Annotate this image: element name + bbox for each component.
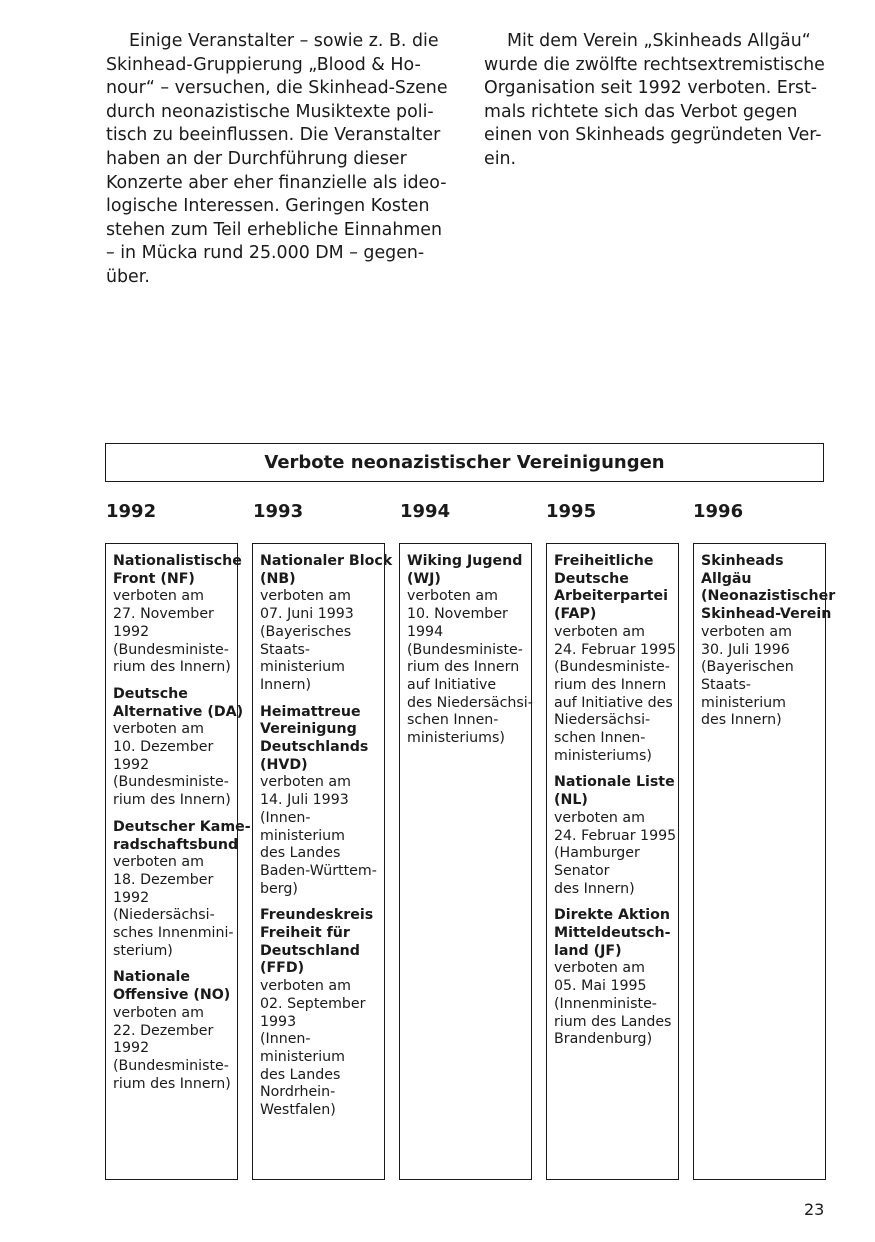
ban-detail-line: berg): [260, 880, 298, 897]
organization-name-line: Vereinigung: [260, 721, 357, 738]
organization-name-line: (WJ): [407, 570, 441, 587]
ban-entry: [260, 907, 384, 1119]
organization-name-line: Mitteldeutsch-: [554, 925, 671, 942]
ban-detail-line: 27. November: [113, 606, 214, 623]
column-box-1995: [546, 543, 679, 1180]
ban-entry: [113, 969, 237, 1093]
ban-detail-line: (Innen-: [260, 1031, 311, 1048]
ban-detail-line: 1994: [407, 623, 444, 640]
organization-name-line: Wiking Jugend: [407, 553, 523, 569]
ban-detail-line: ministerium: [701, 694, 786, 711]
paragraph-line: Organisation seit 1992 verboten. Erst-: [484, 78, 818, 99]
organization-name-line: Nationaler Block: [260, 553, 393, 569]
paragraph-line: nour“ – versuchen, die Skinhead-Szene: [106, 78, 448, 99]
ban-detail-line: 22. Dezember: [113, 1022, 214, 1039]
ban-detail-line: 1993: [260, 1013, 297, 1030]
ban-detail-line: 1992: [113, 1040, 150, 1057]
ban-detail-line: des Innern): [554, 880, 635, 897]
paragraph-line: durch neonazistische Musiktexte poli-: [106, 101, 434, 122]
organization-name-line: Allgäu: [701, 570, 752, 587]
ban-detail-line: Westfalen): [260, 1102, 336, 1119]
ban-detail-line: 10. Dezember: [113, 739, 214, 756]
ban-detail-line: schen Innen-: [554, 730, 646, 747]
organization-name-line: Freundeskreis: [260, 907, 374, 924]
organization-name-line: Offensive (NO): [113, 987, 231, 1004]
ban-detail-line: 18. Dezember: [113, 871, 214, 888]
year-1994: 1994: [400, 501, 451, 522]
column-box-1993: [252, 543, 393, 1180]
ban-detail-line: verboten am: [554, 960, 645, 977]
ban-detail-line: 1992: [113, 623, 150, 640]
year-1992: 1992: [106, 501, 157, 522]
ban-entry: [113, 818, 251, 961]
ban-detail-line: Brandenburg): [554, 1031, 653, 1048]
ban-detail-line: (Bundesministe-: [407, 641, 523, 658]
table-title: Verbote neonazistischer Vereinigungen: [105, 443, 824, 482]
ban-detail-line: verboten am: [113, 721, 204, 738]
ban-detail-line: (Innen-: [260, 809, 311, 826]
paragraph-line: haben an der Durchführung dieser: [106, 148, 407, 169]
ban-detail-line: verboten am: [554, 623, 645, 640]
ban-detail-line: des Landes: [260, 845, 341, 862]
ban-detail-line: rium des Innern): [113, 1075, 231, 1092]
ban-detail-line: 30. Juli 1996: [701, 641, 790, 658]
ban-detail-line: sterium): [113, 942, 173, 959]
ban-detail-line: (Bundesministe-: [554, 659, 670, 676]
paragraph-line: Skinhead-Gruppierung „Blood & Ho-: [106, 54, 421, 75]
ban-detail-line: ministerium: [260, 659, 345, 676]
ban-detail-line: verboten am: [407, 588, 498, 605]
column-box-1994: [399, 543, 532, 1180]
organization-name-line: Deutschlands: [260, 739, 369, 756]
ban-detail-line: verboten am: [113, 1004, 204, 1021]
ban-entry: [554, 553, 678, 765]
paragraph-line: wurde die zwölfte rechtsextremistische: [484, 54, 825, 75]
ban-detail-line: verboten am: [113, 588, 204, 605]
organization-name-line: (NB): [260, 570, 296, 587]
ban-detail-line: verboten am: [260, 978, 351, 995]
ban-detail-line: schen Innen-: [407, 712, 499, 729]
ban-detail-line: Nordrhein-: [260, 1084, 336, 1101]
ban-detail-line: Staats-: [260, 641, 311, 658]
ban-entry: [113, 553, 242, 677]
ban-detail-line: auf Initiative des: [554, 694, 673, 711]
organization-name-line: Heimattreue: [260, 703, 361, 720]
paragraph-line: Mit dem Verein „Skinheads Allgäu“: [507, 31, 811, 51]
ban-detail-line: (Bundesministe-: [113, 1057, 229, 1074]
organization-name-line: (FFD): [260, 960, 305, 977]
paragraph-line: einen von Skinheads gegründeten Ver-: [484, 125, 822, 146]
organization-name-line: (FAP): [554, 606, 597, 623]
ban-detail-line: 05. Mai 1995: [554, 978, 647, 995]
ban-entry: [407, 553, 531, 748]
ban-detail-line: (Bayerischen: [701, 659, 794, 676]
ban-detail-line: 24. Februar 1995: [554, 641, 677, 658]
ban-detail-line: ministeriums): [554, 747, 652, 764]
organization-name-line: Skinhead-Verein: [701, 606, 832, 623]
organization-name-line: Freiheit für: [260, 925, 350, 942]
organization-name-line: Freiheitliche: [554, 553, 654, 569]
ban-detail-line: Niedersächsi-: [554, 712, 651, 729]
ban-detail-line: verboten am: [260, 588, 351, 605]
ban-detail-line: des Landes: [260, 1066, 341, 1083]
organization-name-line: Deutsche: [113, 685, 188, 702]
ban-detail-line: (Innenministe-: [554, 995, 657, 1012]
organization-name-line: Deutsche: [554, 570, 629, 587]
ban-detail-line: auf Initiative: [407, 676, 497, 693]
ban-detail-line: (Niedersächsi-: [113, 907, 215, 924]
year-1993: 1993: [253, 501, 304, 522]
right-paragraph: [484, 30, 836, 172]
ban-entry: [554, 774, 678, 898]
ban-detail-line: (Bundesministe-: [113, 774, 229, 791]
organization-name-line: Direkte Aktion: [554, 907, 670, 924]
year-1996: 1996: [693, 501, 744, 522]
organization-name-line: radschaftsbund: [113, 836, 239, 853]
paragraph-line: logische Interessen. Geringen Kosten: [106, 196, 430, 217]
ban-detail-line: 07. Juni 1993: [260, 606, 354, 623]
ban-detail-line: ministeriums): [407, 730, 505, 747]
organization-name-line: Deutschland: [260, 942, 360, 959]
ban-detail-line: (Bayerisches: [260, 623, 352, 640]
organization-name-line: (Neonazistischer: [701, 588, 836, 605]
paragraph-line: Einige Veranstalter – sowie z. B. die: [129, 31, 439, 51]
ban-detail-line: 02. September: [260, 995, 366, 1012]
ban-detail-line: verboten am: [113, 854, 204, 871]
ban-detail-line: rium des Innern): [113, 659, 231, 676]
ban-detail-line: verboten am: [701, 623, 792, 640]
ban-detail-line: 10. November: [407, 606, 508, 623]
organization-name-line: Alternative (DA): [113, 703, 244, 720]
ban-detail-line: rium des Innern): [113, 792, 231, 809]
left-paragraph: [106, 30, 458, 290]
ban-entry: [260, 553, 393, 695]
organization-name-line: land (JF): [554, 942, 622, 959]
ban-detail-line: Staats-: [701, 676, 752, 693]
ban-entry: [554, 907, 678, 1049]
organization-name-line: Front (NF): [113, 570, 195, 587]
ban-detail-line: Innern): [260, 676, 312, 693]
ban-detail-line: des Innern): [701, 712, 782, 729]
ban-entry: [260, 704, 384, 899]
organization-name-line: Skinheads: [701, 553, 784, 569]
ban-detail-line: 1992: [113, 756, 150, 773]
ban-detail-line: rium des Landes: [554, 1013, 672, 1030]
paragraph-line: über.: [106, 266, 150, 287]
ban-detail-line: verboten am: [554, 809, 645, 826]
organization-name-line: Arbeiterpartei: [554, 588, 669, 605]
ban-detail-line: verboten am: [260, 774, 351, 791]
column-box-1992: [105, 543, 251, 1180]
ban-detail-line: Senator: [554, 862, 610, 879]
column-box-1996: [693, 543, 836, 1180]
organization-name-line: (HVD): [260, 756, 308, 773]
ban-detail-line: rium des Innern: [554, 676, 667, 693]
organization-name-line: Nationale: [113, 969, 190, 986]
paragraph-line: mals richtete sich das Verbot gegen: [484, 101, 798, 122]
paragraph-line: tisch zu beeinflussen. Die Veranstalter: [106, 125, 441, 146]
organization-name-line: Nationalistische: [113, 553, 242, 569]
ban-entry: [701, 553, 836, 730]
ban-detail-line: rium des Innern: [407, 659, 520, 676]
ban-detail-line: 14. Juli 1993: [260, 792, 349, 809]
ban-detail-line: 24. Februar 1995: [554, 827, 677, 844]
organization-name-line: (NL): [554, 792, 588, 809]
ban-detail-line: des Niedersächsi-: [407, 694, 533, 711]
organization-name-line: Deutscher Kame-: [113, 818, 251, 835]
ban-detail-line: ministerium: [260, 1048, 345, 1065]
ban-detail-line: (Bundesministe-: [113, 641, 229, 658]
year-1995: 1995: [546, 501, 597, 522]
paragraph-line: ein.: [484, 148, 517, 169]
paragraph-line: stehen zum Teil erhebliche Einnahmen: [106, 219, 443, 240]
page-number: 23: [804, 1200, 825, 1219]
paragraph-line: Konzerte aber eher finanzielle als ideo-: [106, 172, 447, 193]
ban-detail-line: Baden-Württem-: [260, 862, 377, 879]
paragraph-line: – in Mücka rund 25.000 DM – gegen-: [106, 243, 425, 264]
ban-entry: [113, 685, 244, 810]
ban-detail-line: sches Innenmini-: [113, 925, 234, 942]
ban-detail-line: 1992: [113, 889, 150, 906]
organization-name-line: Nationale Liste: [554, 774, 675, 791]
ban-detail-line: ministerium: [260, 827, 345, 844]
ban-detail-line: (Hamburger: [554, 845, 640, 862]
